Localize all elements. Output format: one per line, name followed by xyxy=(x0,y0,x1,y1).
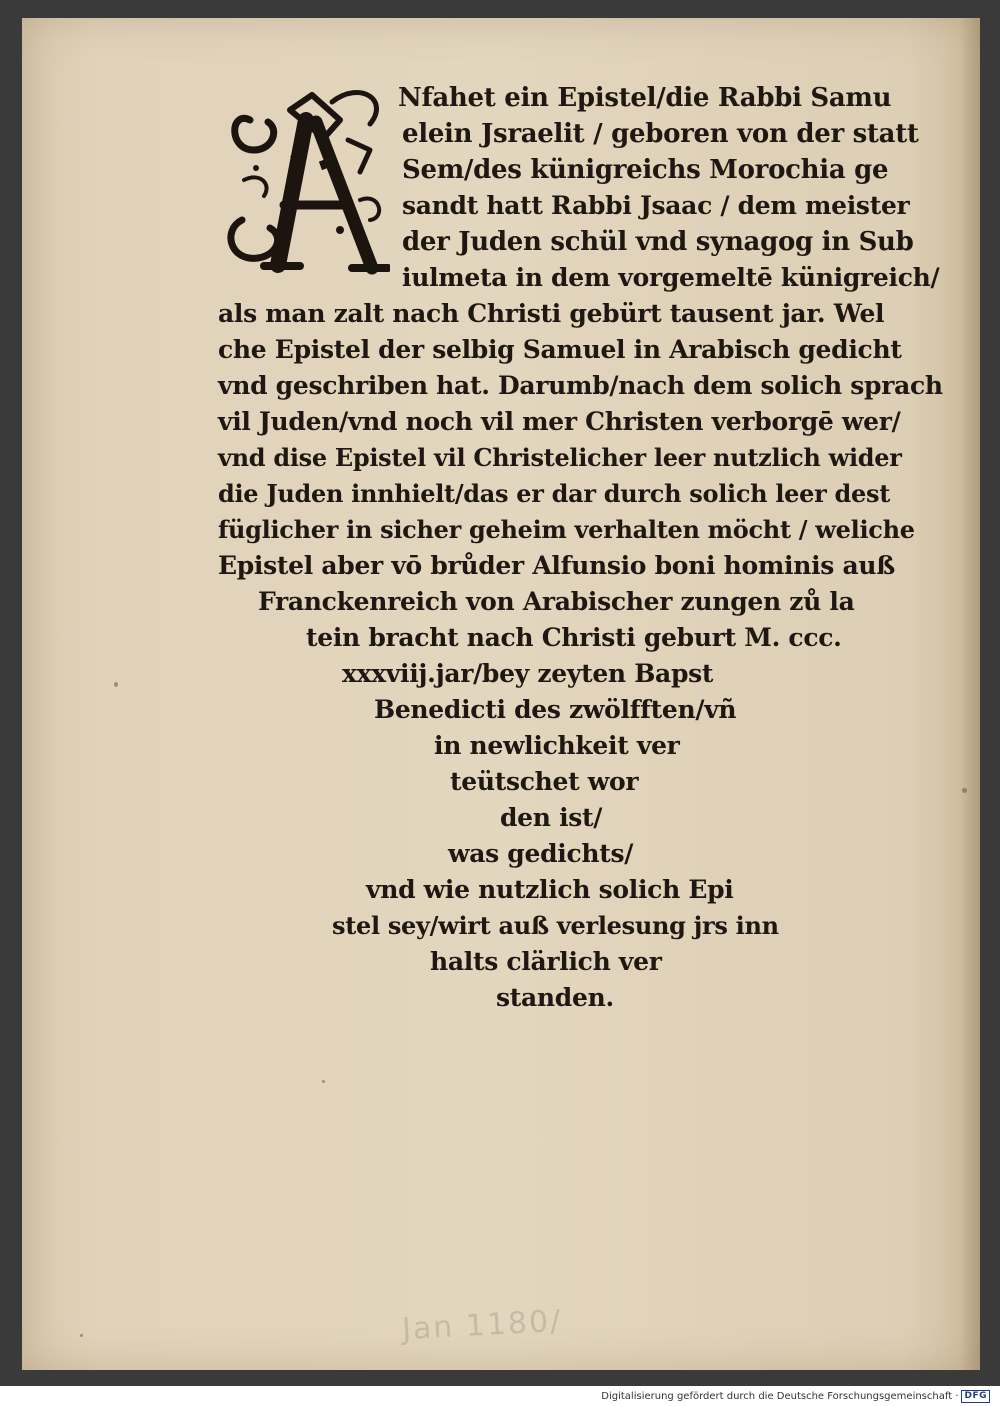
dfg-logo-icon: DFG xyxy=(961,1390,990,1403)
text-line: als man zalt nach Christi gebürt tausent jar. Wel xyxy=(218,299,885,328)
text-line: Epistel aber vō brůder Alfunsio boni hominis auß xyxy=(218,551,895,580)
text-line: Nfahet ein Epistel/die Rabbi Samu xyxy=(398,83,892,113)
text-line: standen. xyxy=(496,983,614,1012)
text-line: vnd wie nutzlich solich Epi xyxy=(366,875,734,904)
ink-speck xyxy=(322,1080,325,1083)
book-page xyxy=(22,18,980,1370)
text-line: sandt hatt Rabbi Jsaac / dem meister xyxy=(402,191,910,220)
text-line: halts clärlich ver xyxy=(430,947,662,976)
text-line: vnd dise Epistel vil Christelicher leer nutzlich wider xyxy=(218,443,902,472)
ink-speck xyxy=(114,682,118,687)
text-line: Franckenreich von Arabischer zungen zů la xyxy=(258,587,855,616)
credit-text: Digitalisierung gefördert durch die Deutsche Forschungsgemeinschaft · xyxy=(601,1390,959,1402)
text-line: teütschet wor xyxy=(450,767,639,796)
ink-speck xyxy=(80,1334,83,1337)
text-line: die Juden innhielt/das er dar durch solich leer dest xyxy=(218,479,890,508)
text-line: stel sey/wirt auß verlesung jrs inn xyxy=(332,911,779,940)
ink-speck xyxy=(962,788,967,793)
decorated-initial-a-icon xyxy=(220,80,390,280)
digitization-credit xyxy=(601,1388,990,1404)
faded-shelfmark: Jan 1180/ xyxy=(401,1303,564,1348)
text-line: den ist/ xyxy=(500,803,603,832)
text-line: Benedicti des zwölfften/vñ xyxy=(374,695,737,724)
page-edge-shadow xyxy=(960,18,980,1370)
text-line: vnd geschriben hat. Darumb/nach dem solich sprach xyxy=(218,371,943,400)
text-line: che Epistel der selbig Samuel in Arabisch gedicht xyxy=(218,335,902,364)
text-line: iulmeta in dem vorgemeltē künigreich/ xyxy=(402,263,940,292)
text-line: in newlichkeit ver xyxy=(434,731,680,760)
text-line: tein bracht nach Christi geburt M. ccc. xyxy=(306,623,842,652)
text-line: füglicher in sicher geheim verhalten möcht / weliche xyxy=(218,515,915,544)
text-line: was gedichts/ xyxy=(448,839,634,868)
text-line: vil Juden/vnd noch vil mer Christen verborgē wer/ xyxy=(218,407,901,436)
text-line: xxxviij.jar/bey zeyten Bapst xyxy=(342,659,714,688)
text-line: der Juden schül vnd synagog in Sub xyxy=(402,227,914,257)
text-line: elein Jsraelit / geboren von der statt xyxy=(402,119,919,149)
text-line: Sem/des künigreichs Morochia ge xyxy=(402,155,889,185)
